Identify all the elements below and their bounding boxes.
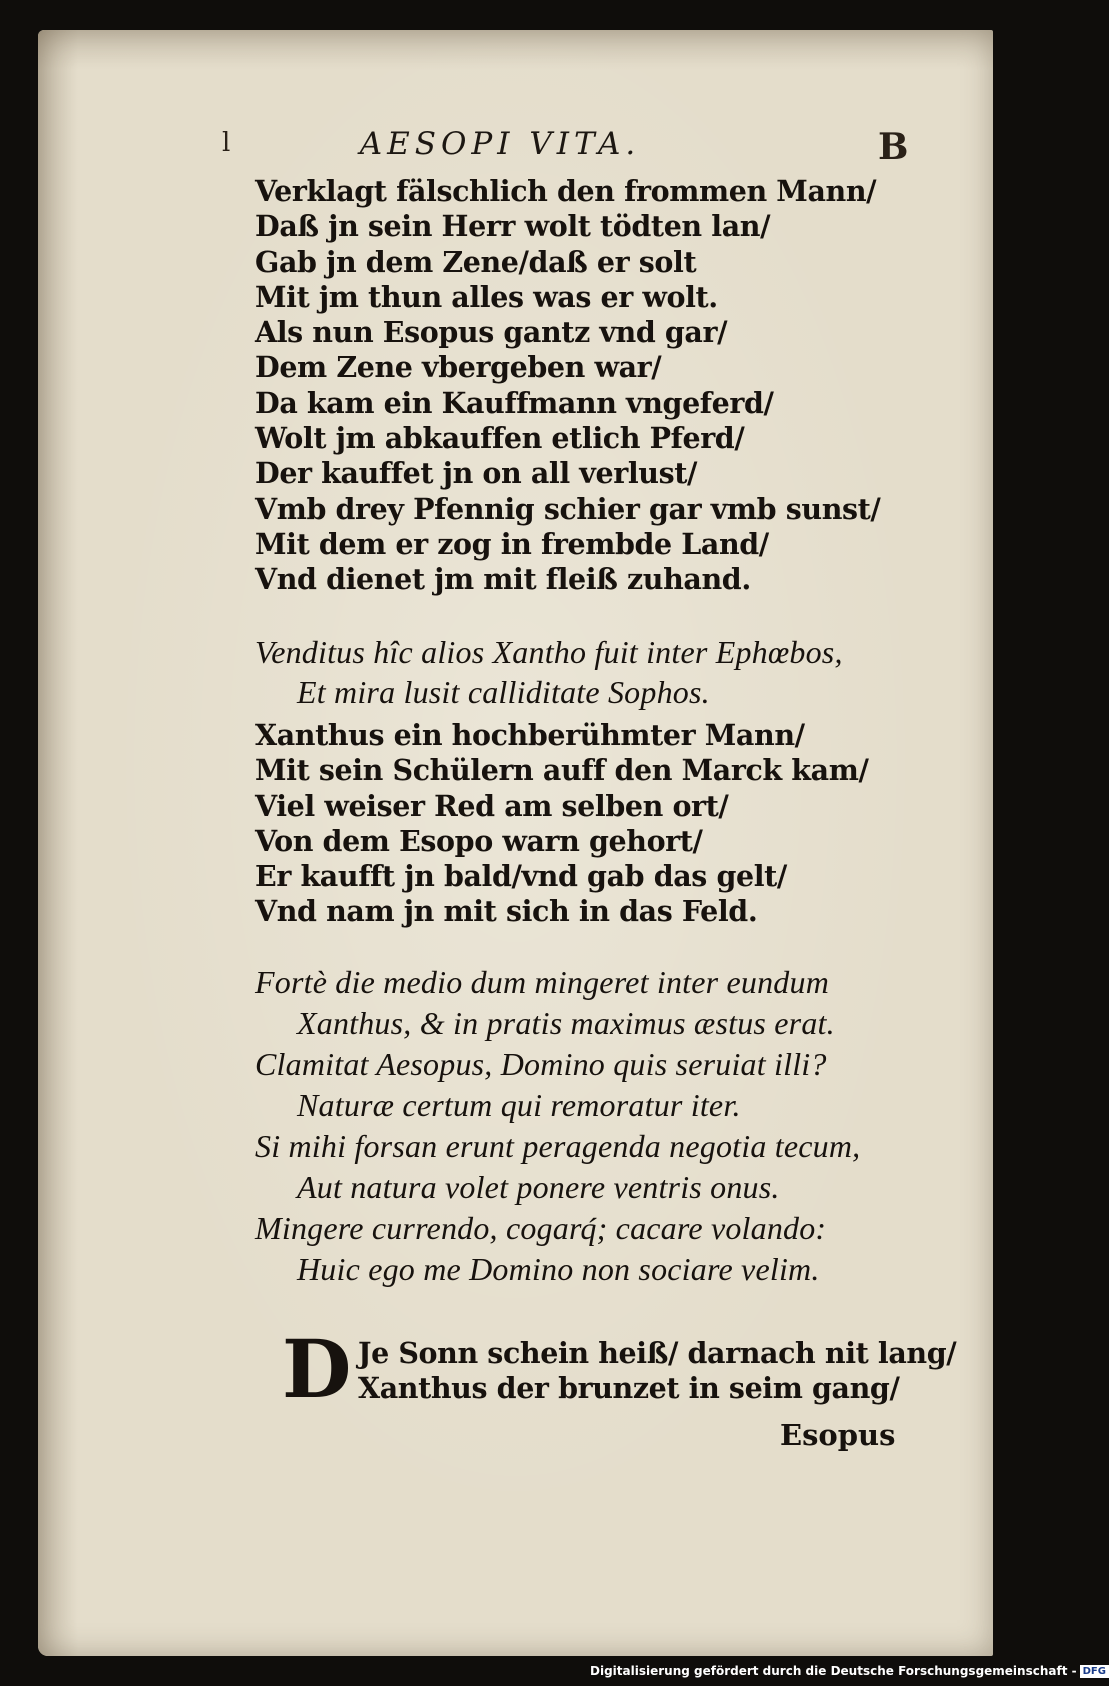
verse-line: Der kauffet jn on all verlust/ <box>255 456 697 491</box>
latin-distich-1 <box>255 634 843 714</box>
german-verse-block-3 <box>358 1336 956 1407</box>
page-mark: ⅼ <box>222 128 231 158</box>
verse-line: Vnd nam jn mit sich in das Feld. <box>255 894 758 929</box>
credit-text: Digitalisierung gefördert durch die Deutsche Forschungsgemeinschaft - <box>590 1664 1077 1678</box>
verse-line: Vnd dienet jm mit fleiß zuhand. <box>255 562 751 597</box>
verse-line: Mit sein Schülern auff den Marck kam/ <box>255 753 869 788</box>
verse-line: Als nun Esopus gantz vnd gar/ <box>255 315 728 350</box>
verse-line: Gab jn dem Zene/daß er solt <box>255 244 697 279</box>
latin-line: Mingere currendo, cogarq́; cacare volando: <box>255 1210 827 1246</box>
verse-line: Mit jm thun alles was er wolt. <box>255 279 718 314</box>
verse-line: Mit dem er zog in frembde Land/ <box>255 526 769 561</box>
verse-line: Vmb drey Pfennig schier gar vmb sunst/ <box>255 491 881 526</box>
latin-line: Aut natura volet ponere ventris onus. <box>297 1169 780 1205</box>
catchword: Esopus <box>780 1418 896 1452</box>
digitization-credit <box>590 1664 1109 1678</box>
verse-line: Xanthus ein hochberühmter Mann/ <box>255 718 805 752</box>
decorated-initial: D <box>282 1322 352 1416</box>
verse-line: Dem Zene vbergeben war/ <box>255 350 662 385</box>
latin-line: Et mira lusit calliditate Sophos. <box>297 674 710 710</box>
latin-line: Huic ego me Domino non sociare velim. <box>297 1251 820 1287</box>
verse-line: Je Sonn schein heiß/ darnach nit lang/ <box>358 1336 957 1370</box>
latin-line: Clamitat Aesopus, Domino quis seruiat illi? <box>255 1046 827 1082</box>
latin-verse-block-2 <box>255 964 860 1292</box>
verse-line: Da kam ein Kauffmann vngeferd/ <box>255 385 774 420</box>
german-verse-block-2 <box>255 718 868 930</box>
latin-line: Fortè die medio dum mingeret inter eundum <box>255 964 830 1000</box>
running-title: AESOPI VITA. <box>359 126 641 162</box>
latin-line: Venditus hîc alios Xantho fuit inter Ephœbos, <box>255 634 843 670</box>
verse-line: Von dem Esopo warn gehort/ <box>255 823 703 858</box>
verse-line: Viel weiser Red am selben ort/ <box>255 788 729 823</box>
german-verse-block-1 <box>255 174 880 598</box>
verse-line: Daß jn sein Herr wolt tödten lan/ <box>255 209 771 244</box>
latin-line: Si mihi forsan erunt peragenda negotia tecum, <box>255 1128 861 1164</box>
verse-line: Verklagt fälschlich den frommen Mann/ <box>255 174 877 208</box>
verse-line: Xanthus der brunzet in seim gang/ <box>358 1371 900 1406</box>
latin-line: Naturæ certum qui remoratur iter. <box>297 1087 741 1123</box>
verse-line: Wolt jm abkauffen etlich Pferd/ <box>255 421 745 456</box>
signature-mark: B <box>878 126 909 168</box>
dfg-logo: DFG <box>1080 1665 1109 1678</box>
latin-line: Xanthus, & in pratis maximus æstus erat. <box>297 1005 835 1041</box>
verse-line: Er kaufft jn bald/vnd gab das gelt/ <box>255 859 787 894</box>
